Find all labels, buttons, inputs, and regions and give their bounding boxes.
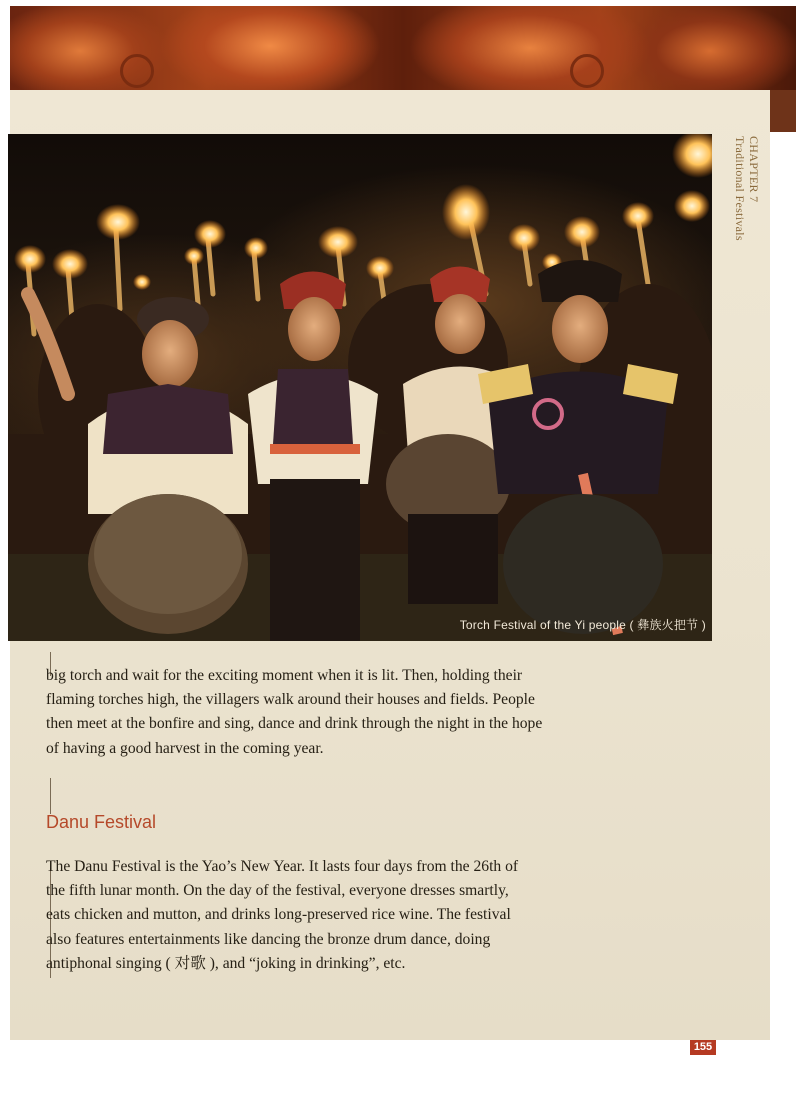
lantern-decoration xyxy=(120,54,154,88)
chapter-subtitle: Traditional Festivals xyxy=(733,136,747,241)
running-header xyxy=(733,136,761,241)
photo-illustration xyxy=(8,134,712,641)
chapter-label: CHAPTER 7 xyxy=(747,136,761,203)
top-decorative-photo xyxy=(10,6,796,90)
margin-rule xyxy=(50,778,51,814)
section-heading: Danu Festival xyxy=(46,812,157,832)
body-paragraph: The Danu Festival is the Yao’s New Year. It lasts four days from the 26th of the fifth lunar month. On the day of the festival, everyone dresses smartly, eats chicken and mutton, and drinks long-preserved rice wine. The festival also features entertainments like dancing the bronze drum dance, doing antiphonal singing ( 对歌 ), and “joking in drinking”, etc. xyxy=(46,858,519,972)
page-number: 155 xyxy=(690,1040,716,1055)
body-paragraph: big torch and wait for the exciting moment when it is lit. Then, holding their flaming torches high, the villagers walk around their houses and fields. People then meet at the bonfire and sing, dance and drink through the night in the hope of having a good harvest in the coming year. xyxy=(46,667,543,757)
edge-photo-strip xyxy=(770,90,796,132)
photo-caption: Torch Festival of the Yi people ( 彝族火把节 ) xyxy=(459,618,706,632)
torch-festival-photo xyxy=(8,134,712,641)
lantern-decoration xyxy=(570,54,604,88)
